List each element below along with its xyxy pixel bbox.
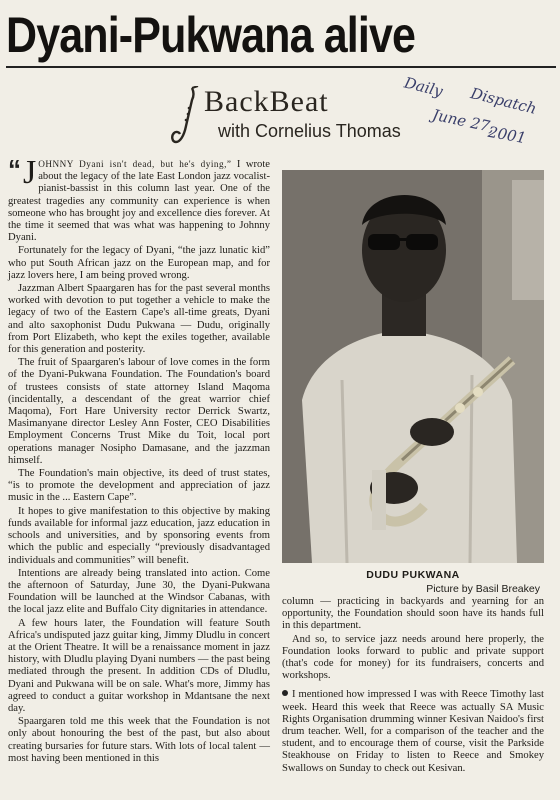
lead-in-smallcaps: OHNNY Dyani isn't dead, but he's dying,” — [38, 159, 232, 169]
handwritten-note-line: Dispatch — [468, 84, 539, 118]
paragraph-text: I mentioned how impressed I was with Reece Timothy last week. Heard this week that Reece was actually SA Music Rights Organisation drumming winner Kesivan Naidoo's first drum teacher. Well, for a comparison of the teacher and the student, and to encourage them of course, visit the Parkside Steakhouse on Friday to listen to Reece and Smokey Swallows on Sunday to check out Kesivan. — [282, 689, 544, 774]
article-paragraph: column — practicing in backyards and yearning for an opportunity, the Foundation should soon have its hands full in this department. — [282, 596, 544, 632]
article-paragraph: It hopes to give manifestation to this objective by making funds available for informal jazz education, jazz education in schools and universities, and by sponsoring events from which the public and especially “previously disadvantaged individuals and communities” will benefit. — [8, 505, 270, 566]
photo-credit: Picture by Basil Breakey — [426, 583, 540, 595]
column-name: BackBeat — [204, 85, 329, 118]
drop-quote-mark: “ — [8, 154, 21, 184]
handwritten-note-line: June 27, — [430, 105, 497, 137]
article-paragraph: A few hours later, the Foundation will feature South Africa's undisputed jazz guitar king, Jimmy Dludlu in concert at the Orient Theatre. It will be a renaissance moment in jazz history, with Dludlu playing Dyani numbers — the past being mediated through the present. In addition CDs of Dludlu, Dyani and Pukwana will be on sale. What's more, Jimmy has agreed to conduct a guitar workshop in Mdantsane the next day. — [8, 617, 270, 714]
drop-cap: J — [23, 154, 37, 191]
paragraph-text: I wrote about the legacy of the late East London jazz vocalist-pianist-bassist in this column last year. One of the greatest tragedies any community can experience is when someone who has brought joy and excellence dies forever. At the time it seemed that was what was happening to Johnny Dyani. — [8, 159, 270, 244]
article-column-left — [8, 154, 270, 766]
headline: Dyani-Pukwana alive — [6, 7, 416, 63]
article-paragraph: And so, to service jazz needs around here properly, the Foundation looks forward to public and private support (that's code for money) for its fundraisers, concerts and workshops. — [282, 633, 544, 682]
article-paragraph: Fortunately for the legacy of Dyani, “the jazz lunatic kid” who put South African jazz on the European map, and for jazz lovers here, I am being proved wrong. — [8, 245, 270, 281]
article-paragraph: The fruit of Spaargaren's labour of love comes in the form of the Dyani-Pukwana Foundation. The Foundation's board of trustees consists of state attorney Island Maqoma (incidentally, a descendant of the great warrior chief Maqoma), Fort Hare University rector Derrick Swartz, Masimanyane director Lesley Ann Foster, CEO Disabilities Employment Concerns Trust Mike du Toit, local port operations manager Nosipho Damasane, and the jazzman himself. — [8, 357, 270, 466]
bullet-icon — [282, 690, 288, 696]
article-paragraph: The Foundation's main objective, its deed of trust states, “is to promote the development and appreciation of jazz music in the ... Eastern Cape”. — [8, 468, 270, 504]
column-byline: with Cornelius Thomas — [218, 121, 401, 141]
article-paragraph: Spaargaren told me this week that the Foundation is not only about honouring the best of the past, but also about creating bursaries for future stars. With lots of local talent — most having been mentioned in this — [8, 716, 270, 764]
photo-caption: DUDU PUKWANA — [366, 569, 460, 581]
photo-dudu-pukwana — [282, 170, 544, 563]
article-paragraph: Jazzman Albert Spaargaren has for the past several months worked with devotion to put together a vehicle to make the legacy of two of the Eastern Cape's all-time greats, Dyani and alto saxophonist Dudu Pukwana — Dudu, originally from Port Elizabeth, who kept the exiles together, available for this generation and posterity. — [8, 283, 270, 356]
handwritten-note-line: 2001 — [486, 122, 528, 148]
saxophone-player-photo-icon — [282, 170, 544, 563]
article-paragraph: Intentions are already being translated into action. Come the afternoon of Saturday, June 30, the Dyani-Pukwana Foundation will be launched at the Windsor Cabanas, with the local jazz elite and Buffalo City dignitaries in attendance. — [8, 567, 270, 616]
article-paragraph — [8, 154, 270, 244]
headline-rule — [6, 66, 556, 68]
saxophone-icon — [170, 86, 204, 148]
article-paragraph — [282, 689, 544, 774]
handwritten-note-line: Daily — [402, 73, 445, 101]
article-column-right — [282, 596, 544, 776]
